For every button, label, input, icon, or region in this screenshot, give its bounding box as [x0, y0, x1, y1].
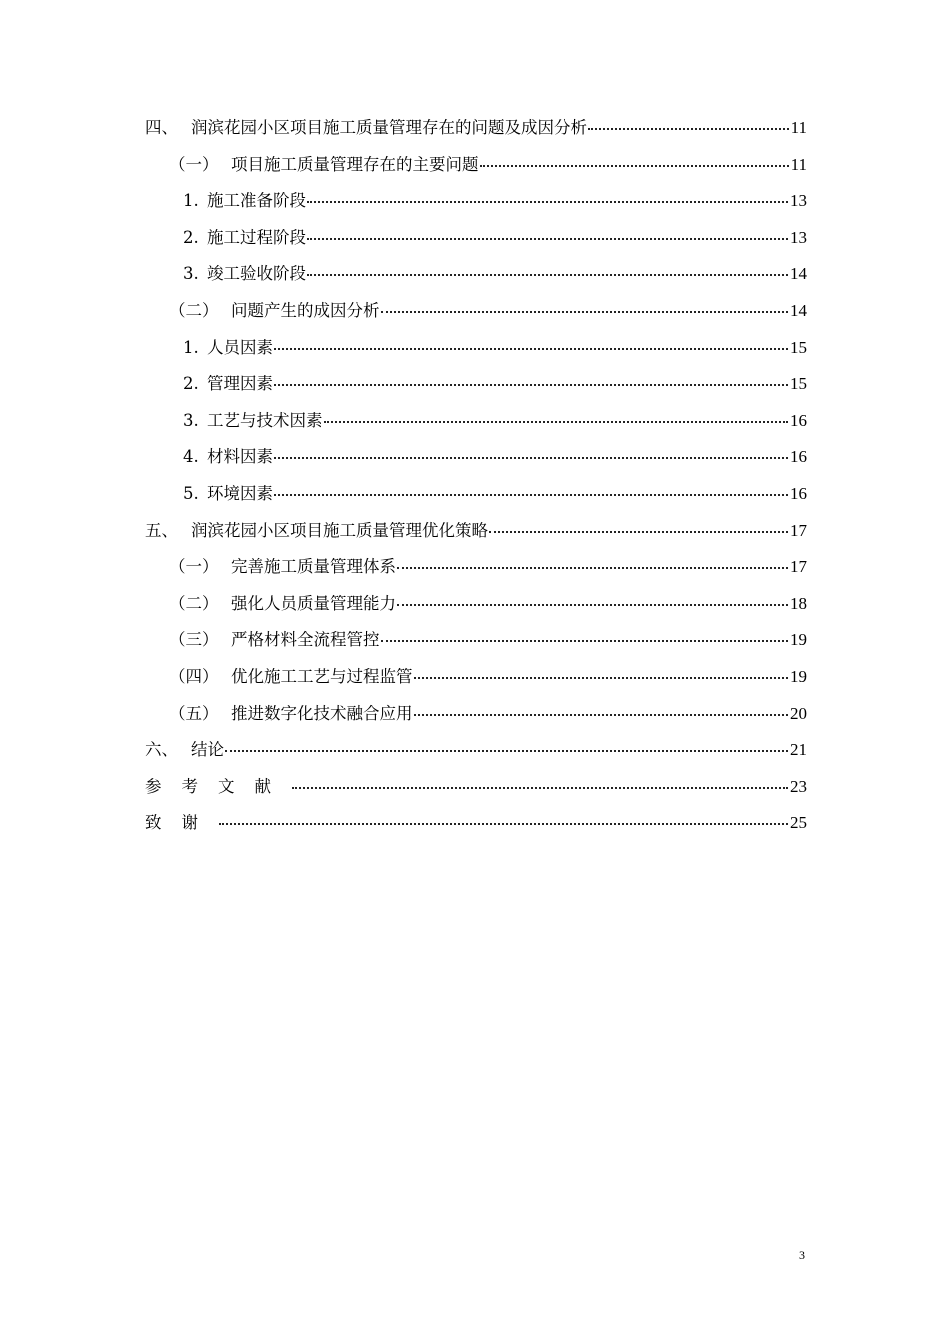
toc-dot-leader: [588, 126, 789, 130]
toc-dot-leader: [219, 821, 788, 825]
toc-entry[interactable]: [145, 403, 807, 440]
toc-entry-page: 19: [790, 630, 807, 650]
toc-entry-title: 施工准备阶段: [207, 191, 306, 211]
toc-entry[interactable]: [145, 513, 807, 550]
toc-entry-page: 15: [790, 374, 807, 394]
toc-entry[interactable]: [145, 293, 807, 330]
toc-entry-title: 项目施工质量管理存在的主要问题: [231, 154, 479, 174]
toc-entry-page: 25: [790, 813, 807, 833]
toc-entry-title: 工艺与技术因素: [207, 410, 323, 430]
toc-entry[interactable]: [145, 696, 807, 733]
toc-entry[interactable]: [145, 256, 807, 293]
toc-entry-number: （一）: [169, 557, 219, 577]
toc-entry-number: 四、: [145, 118, 178, 137]
toc-dot-leader: [274, 346, 788, 350]
toc-entry[interactable]: [145, 330, 807, 367]
toc-entry[interactable]: [145, 622, 807, 659]
toc-entry-number: 六、: [145, 740, 178, 760]
toc-entry[interactable]: [145, 659, 807, 696]
toc-entry-number: 2.: [183, 374, 199, 394]
toc-entry-title: 人员因素: [207, 337, 273, 357]
toc-entry-number: 2.: [183, 227, 199, 247]
toc-dot-leader: [397, 602, 788, 606]
toc-entry-page: 23: [790, 776, 807, 796]
toc-entry-number: 1.: [183, 337, 199, 357]
toc-entry-title: 施工过程阶段: [207, 227, 306, 247]
toc-entry-page: 13: [790, 227, 807, 247]
toc-entry[interactable]: [145, 732, 807, 769]
toc-entry[interactable]: [145, 586, 807, 623]
toc-dot-leader: [225, 748, 788, 752]
toc-entry-title: 材料因素: [207, 447, 273, 467]
toc-dot-leader: [381, 638, 789, 642]
toc-entry-page: 20: [790, 703, 807, 723]
toc-entry-page: 19: [790, 666, 807, 686]
toc-dot-leader: [397, 565, 788, 569]
toc-dot-leader: [307, 236, 788, 240]
toc-entry-number: 3.: [183, 264, 199, 284]
toc-entry-number: （五）: [169, 703, 219, 723]
page-number: 3: [799, 1248, 805, 1262]
toc-dot-leader: [274, 382, 788, 386]
toc-entry[interactable]: [145, 110, 807, 147]
toc-entry-page: 13: [790, 191, 807, 211]
toc-dot-leader: [274, 492, 788, 496]
toc-entry-page: 17: [790, 557, 807, 577]
toc-entry-title: 完善施工质量管理体系: [231, 557, 396, 577]
toc-entry[interactable]: [145, 476, 807, 513]
toc-entry-page: 14: [790, 300, 807, 320]
toc-entry[interactable]: [145, 549, 807, 586]
toc-entry-title: 强化人员质量管理能力: [231, 593, 396, 613]
toc-dot-leader: [274, 455, 788, 459]
toc-entry-title: 致谢: [145, 813, 218, 833]
toc-entry-title: 润滨花园小区项目施工质量管理优化策略: [191, 520, 488, 540]
toc-entry-number: （二）: [169, 300, 219, 320]
toc-entry-page: 17: [790, 520, 807, 540]
toc-entry-title: 结论: [191, 740, 224, 760]
toc-entry[interactable]: [145, 147, 807, 184]
toc-entry[interactable]: [145, 439, 807, 476]
toc-entry-title: 推进数字化技术融合应用: [231, 703, 413, 723]
toc-entry-number: 五、: [145, 520, 178, 540]
toc-dot-leader: [414, 675, 789, 679]
toc-entry-title: 严格材料全流程管控: [231, 630, 380, 650]
toc-entry-page: 21: [790, 740, 807, 760]
toc-entry-page: 11: [790, 118, 807, 137]
toc-entry-number: 4.: [183, 447, 199, 467]
toc-entry-title: 竣工验收阶段: [207, 264, 306, 284]
toc-dot-leader: [381, 309, 789, 313]
toc-dot-leader: [292, 785, 788, 789]
toc-entry-title: 优化施工工艺与过程监管: [231, 666, 413, 686]
toc-dot-leader: [324, 419, 789, 423]
toc-entry-title: 润滨花园小区项目施工质量管理存在的问题及成因分析: [191, 118, 587, 137]
toc-entry-page: 15: [790, 337, 807, 357]
toc-entry-page: 14: [790, 264, 807, 284]
toc-entry[interactable]: [145, 366, 807, 403]
toc-entry-page: 16: [790, 447, 807, 467]
toc-entry-title: 环境因素: [207, 483, 273, 503]
toc-entry-number: 1.: [183, 191, 199, 211]
toc-entry[interactable]: [145, 805, 807, 842]
toc-entry-number: （四）: [169, 666, 219, 686]
toc-entry-title: 管理因素: [207, 374, 273, 394]
toc-entry-number: （二）: [169, 593, 219, 613]
toc-dot-leader: [307, 199, 788, 203]
table-of-contents: [145, 110, 807, 842]
toc-entry-page: 11: [790, 154, 807, 174]
toc-entry[interactable]: [145, 769, 807, 806]
toc-entry-title: 问题产生的成因分析: [231, 300, 380, 320]
toc-entry-page: 16: [790, 483, 807, 503]
toc-entry-page: 16: [790, 410, 807, 430]
toc-entry-number: 3.: [183, 410, 199, 430]
toc-dot-leader: [414, 712, 789, 716]
toc-entry[interactable]: [145, 220, 807, 257]
toc-dot-leader: [307, 272, 788, 276]
toc-entry-number: （三）: [169, 630, 219, 650]
toc-dot-leader: [489, 529, 788, 533]
toc-dot-leader: [480, 163, 789, 167]
toc-entry[interactable]: [145, 183, 807, 220]
toc-entry-number: （一）: [169, 154, 219, 174]
toc-entry-number: 5.: [183, 483, 199, 503]
toc-entry-title: 参考文献: [145, 776, 291, 796]
toc-entry-page: 18: [790, 593, 807, 613]
